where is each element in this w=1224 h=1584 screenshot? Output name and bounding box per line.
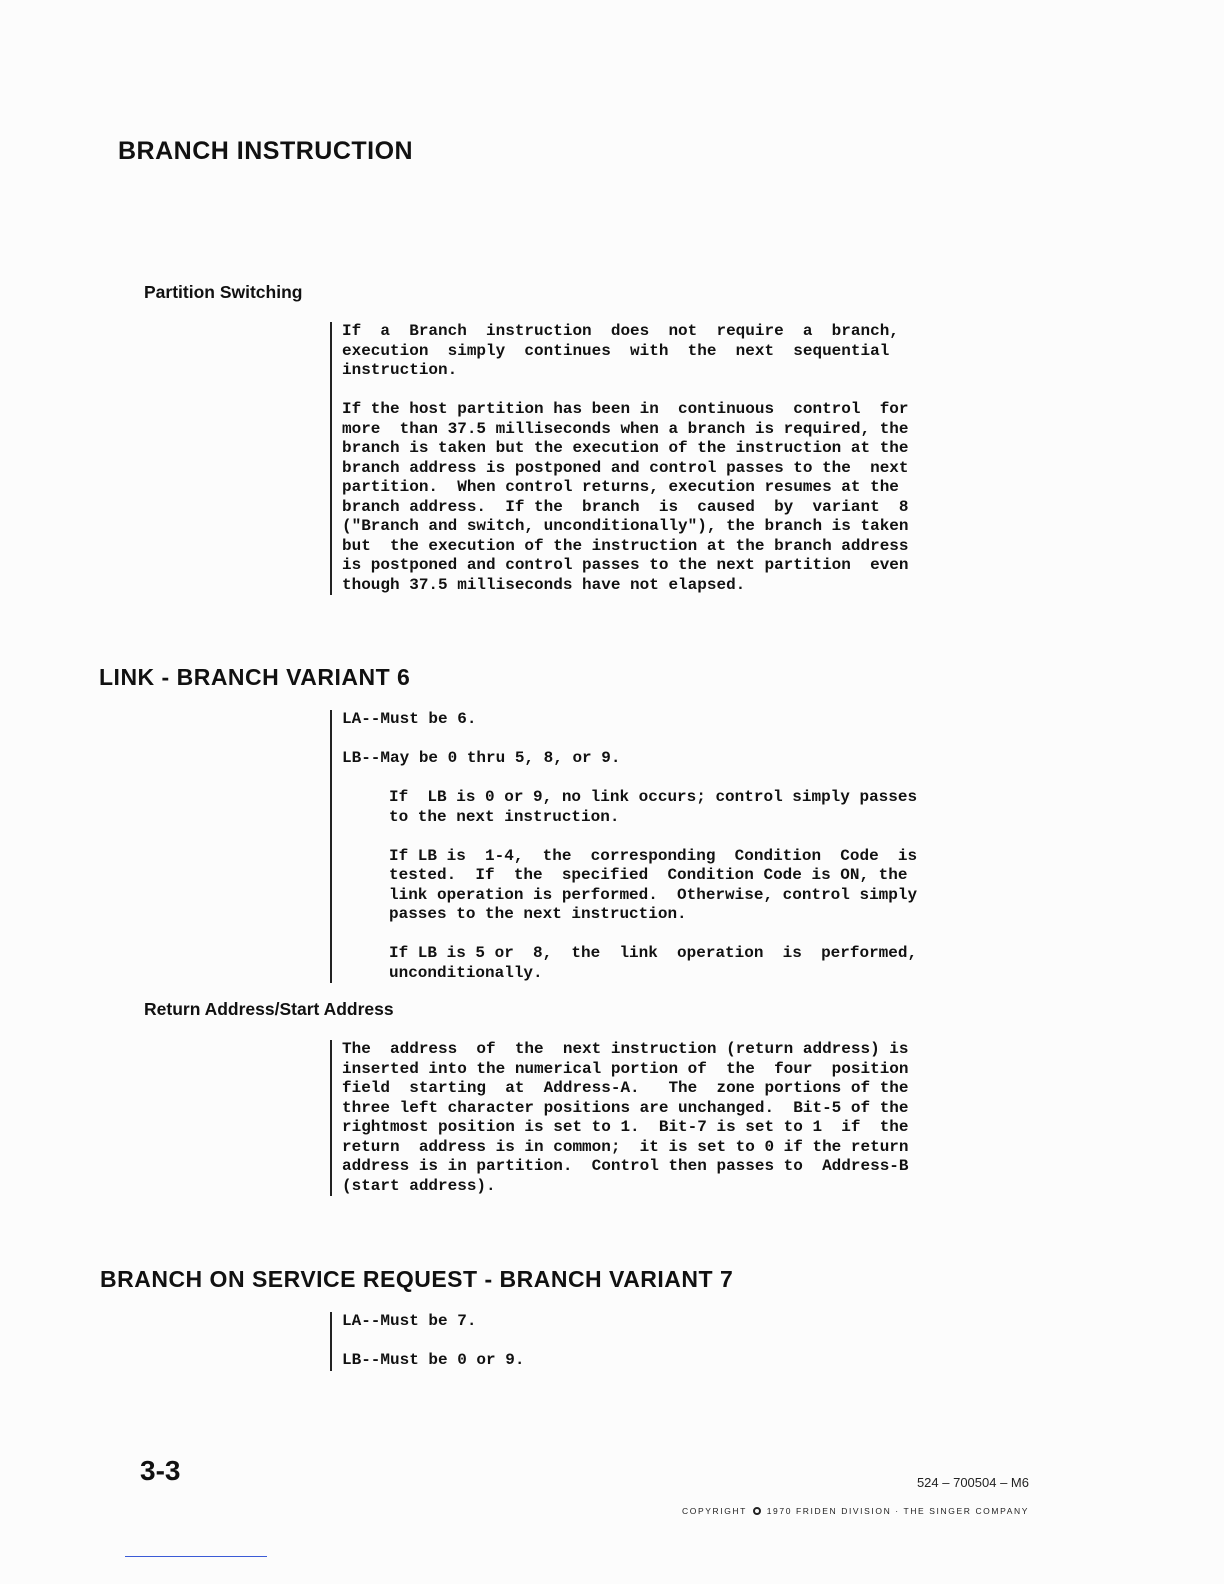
copyright-holder: FRIDEN DIVISION · THE SINGER COMPANY xyxy=(796,1506,1029,1516)
service-request-text xyxy=(330,1312,524,1371)
page-title: BRANCH INSTRUCTION xyxy=(118,137,414,165)
service-request-lb: LB--Must be 0 or 9. xyxy=(342,1351,525,1369)
link-lb-case-5-8: If LB is 5 or 8, the link operation is performed, unconditionally. xyxy=(389,944,918,982)
page-number: 3-3 xyxy=(140,1455,181,1486)
footer-rule xyxy=(125,1556,267,1557)
partition-switching-heading: Partition Switching xyxy=(144,282,303,302)
link-lb-case-0-9: If LB is 0 or 9, no link occurs; control simply passes to the next instruction. xyxy=(389,788,918,826)
copyright-word: COPYRIGHT xyxy=(682,1506,747,1516)
copyright-icon xyxy=(753,1507,761,1515)
link-la: LA--Must be 6. xyxy=(342,710,477,728)
link-lb: LB--May be 0 thru 5, 8, or 9. xyxy=(342,749,621,767)
link-text xyxy=(330,710,917,983)
return-address-paragraph: The address of the next instruction (return address) is inserted into the numerical portion of the four position field starting at Address-A. The zone portions of the three left character positions are unchanged. Bit-5 of the rightmost position is set to 1. Bit-7 is set to 1 if the return address is in common; it is set to 0 if the return address is in partition. Control then passes to Address-B (start address). xyxy=(342,1040,909,1195)
copyright-line xyxy=(682,1506,1029,1516)
return-address-text xyxy=(330,1040,909,1196)
return-address-heading: Return Address/Start Address xyxy=(144,999,394,1019)
link-lb-case-1-4: If LB is 1-4, the corresponding Condition Code is tested. If the specified Condition Code is ON, the link operation is performed. Otherwise, control simply passes to the next instruction. xyxy=(389,846,918,923)
copyright-year: 1970 xyxy=(766,1506,793,1516)
partition-switching-paragraph-1: If a Branch instruction does not require a branch, execution simply continues with the next sequential instruction. xyxy=(342,322,899,379)
partition-switching-paragraph-2: If the host partition has been in continuous control for more than 37.5 milliseconds when a branch is required, the branch is taken but the execution of the instruction at the branch address is postponed and control passes to the next partition. When control returns, execution resumes at the branch address. If the branch is caused by variant 8 ("Branch and switch, unconditionally"), the branch is taken but the execution of the instruction at the branch address is postponed and control passes to the next partition even though 37.5 milliseconds have not elapsed. xyxy=(342,400,909,594)
service-request-la: LA--Must be 7. xyxy=(342,1312,477,1330)
service-request-heading: BRANCH ON SERVICE REQUEST - BRANCH VARIANT 7 xyxy=(100,1266,734,1292)
document-number: 524 – 700504 – M6 xyxy=(916,1475,1029,1490)
link-heading: LINK - BRANCH VARIANT 6 xyxy=(99,664,411,690)
partition-switching-text xyxy=(330,322,909,595)
